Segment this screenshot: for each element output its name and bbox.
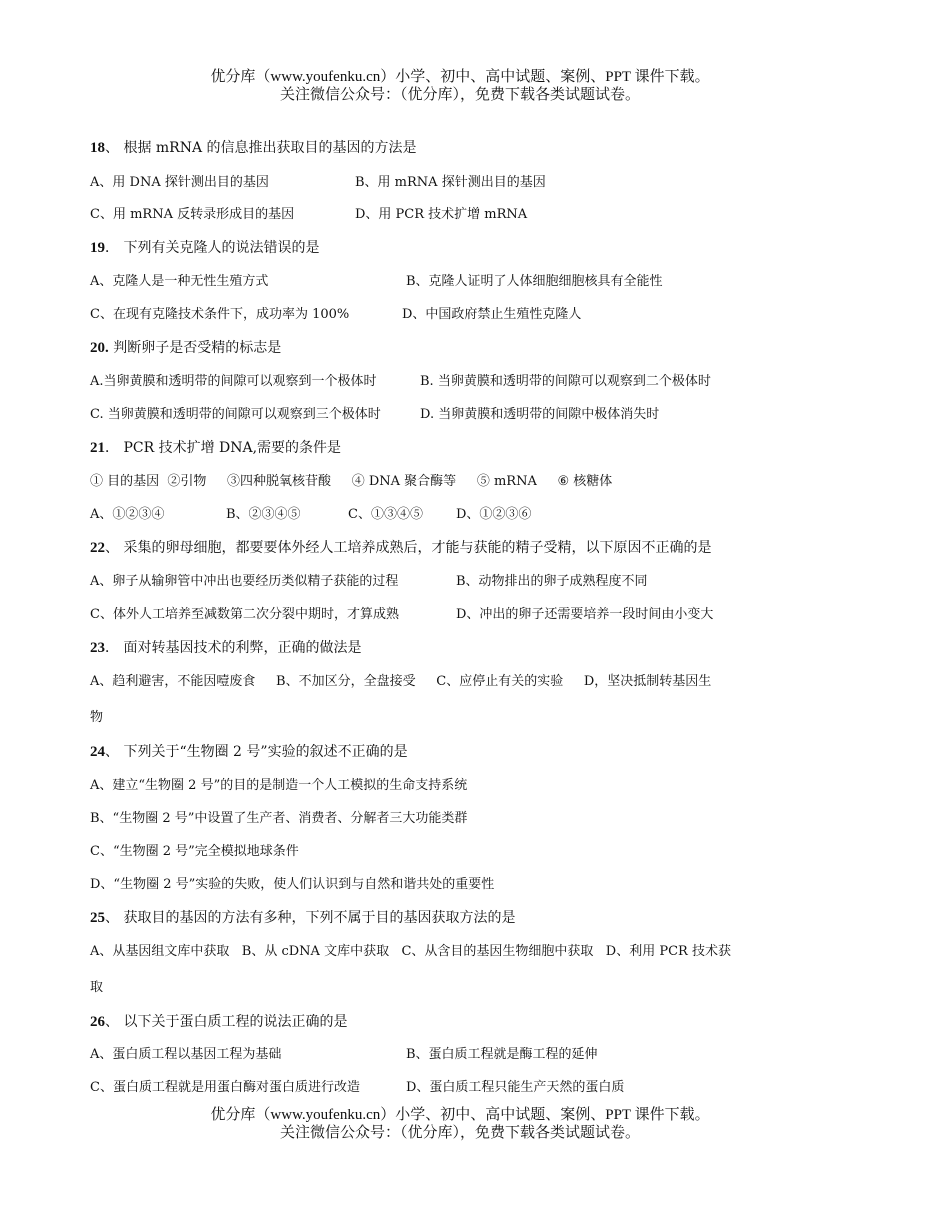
q25-options-line-1: A、从基因组文库中获取 B、从 cDNA 文库中获取 C、从含目的基因生物细胞中获取 D、利用 PCR 技术获	[90, 944, 731, 959]
q26-option-d: D、蛋白质工程只能生产天然的蛋白质	[406, 1080, 625, 1095]
q21-condition-items: ① 目的基因 ②引物 ③四种脱氧核苷酸 ④ DNA 聚合酶等 ⑤ mRNA ⑥ 核糖体	[90, 474, 613, 489]
q21-option-d: D、①②③⑥	[456, 507, 532, 522]
question-24	[90, 744, 408, 760]
question-separator: 、	[105, 1014, 119, 1030]
question-text: 判断卵子是否受精的标志是	[113, 340, 282, 356]
question-text: 获取目的基因的方法有多种，下列不属于目的基因获取方法的是	[123, 910, 516, 926]
q24-option-d: D、“生物圈 2 号”实验的失败，使人们认识到与自然和谐共处的重要性	[90, 877, 495, 892]
q22-options-row-1	[90, 574, 648, 590]
q20-options-row-1	[90, 374, 711, 390]
q24-option-b: B、“生物圈 2 号”中设置了生产者、消费者、分解者三大功能类群	[90, 811, 468, 826]
q18-option-b: B、用 mRNA 探针测出目的基因	[355, 175, 546, 190]
q23-options-line-2: 物	[90, 710, 104, 725]
question-separator: ．	[105, 640, 119, 656]
question-number: 20.	[90, 340, 109, 356]
q21-options-row	[90, 507, 532, 523]
question-separator: 、	[105, 910, 119, 926]
q26-option-b: B、蛋白质工程就是酶工程的延伸	[406, 1047, 598, 1062]
question-number: 25	[90, 910, 105, 926]
q24-option-c: C、“生物圈 2 号”完全模拟地球条件	[90, 844, 299, 859]
q26-options-row-1	[90, 1047, 598, 1063]
question-18	[90, 140, 417, 156]
q19-option-a: A、克隆人是一种无性生殖方式	[90, 274, 269, 289]
question-23	[90, 640, 361, 656]
q22-option-d: D、冲出的卵子还需要培养一段时间由小变大	[456, 607, 714, 622]
q19-options-row-2	[90, 307, 582, 323]
question-20	[90, 340, 281, 356]
q18-option-c: C、用 mRNA 反转录形成目的基因	[90, 207, 295, 222]
q26-options-row-2	[90, 1080, 625, 1096]
footer-line-2: 关注微信公众号：（优分库），免费下载各类试题试卷。	[279, 1125, 640, 1141]
q21-option-c: C、①③④⑤	[348, 507, 423, 522]
q20-options-row-2	[90, 407, 660, 423]
question-separator: ．	[105, 240, 119, 256]
footer-line-1: 优分库（www.youfenku.cn）小学、初中、高中试题、案例、PPT 课件下载。	[210, 1107, 710, 1123]
question-26	[90, 1014, 347, 1030]
q19-option-b: B、克隆人证明了人体细胞细胞核具有全能性	[406, 274, 663, 289]
question-text: 根据 mRNA 的信息推出获取目的基因的方法是	[123, 140, 417, 156]
q24-option-a: A、建立“生物圈 2 号”的目的是制造一个人工模拟的生命支持系统	[90, 778, 468, 793]
q25-options-line-2: 取	[90, 980, 104, 995]
question-number: 19	[90, 240, 105, 256]
header-line-1: 优分库（www.youfenku.cn）小学、初中、高中试题、案例、PPT 课件下载。	[210, 69, 710, 85]
question-text: 面对转基因技术的利弊，正确的做法是	[123, 640, 362, 656]
q22-option-b: B、动物排出的卵子成熟程度不同	[456, 574, 648, 589]
question-number: 24	[90, 744, 105, 760]
question-separator: 、	[105, 140, 119, 156]
question-text: PCR 技术扩增 DNA,需要的条件是	[123, 440, 342, 456]
question-number: 26	[90, 1014, 105, 1030]
question-21	[90, 440, 341, 456]
q21-option-a: A、①②③④	[90, 507, 165, 522]
q22-option-a: A、卵子从输卵管中冲出也要经历类似精子获能的过程	[90, 574, 399, 589]
question-19	[90, 240, 319, 256]
q20-option-a: A.当卵黄膜和透明带的间隙可以观察到一个极体时	[90, 374, 377, 389]
question-text: 下列关于“生物圈 2 号”实验的叙述不正确的是	[123, 744, 408, 760]
q18-options-row-1	[90, 175, 546, 191]
q18-option-a: A、用 DNA 探针测出目的基因	[90, 175, 269, 190]
header-banner	[0, 68, 950, 104]
q18-options-row-2	[90, 207, 528, 223]
q19-option-d: D、中国政府禁止生殖性克隆人	[402, 307, 582, 322]
q20-option-b: B. 当卵黄膜和透明带的间隙可以观察到二个极体时	[420, 374, 711, 389]
question-separator: ．	[105, 440, 119, 456]
question-25	[90, 910, 515, 926]
q19-options-row-1	[90, 274, 663, 290]
header-line-2: 关注微信公众号：（优分库），免费下载各类试题试卷。	[279, 87, 640, 103]
q26-option-a: A、蛋白质工程以基因工程为基础	[90, 1047, 282, 1062]
q22-option-c: C、体外人工培养至减数第二次分裂中期时，才算成熟	[90, 607, 399, 622]
q21-option-b: B、②③④⑤	[226, 507, 301, 522]
question-text: 以下关于蛋白质工程的说法正确的是	[123, 1014, 348, 1030]
question-22	[90, 540, 711, 556]
question-text: 下列有关克隆人的说法错误的是	[123, 240, 320, 256]
question-separator: 、	[105, 744, 119, 760]
q20-option-d: D. 当卵黄膜和透明带的间隙中极体消失时	[420, 407, 660, 422]
q26-option-c: C、蛋白质工程就是用蛋白酶对蛋白质进行改造	[90, 1080, 360, 1095]
q20-option-c: C. 当卵黄膜和透明带的间隙可以观察到三个极体时	[90, 407, 381, 422]
q23-options-line-1: A、趋利避害，不能因噎废食 B、不加区分，全盘接受 C、应停止有关的实验 D，坚决抵制转基因生	[90, 674, 712, 689]
question-number: 18	[90, 140, 105, 156]
question-number: 21	[90, 440, 105, 456]
question-separator: 、	[105, 540, 119, 556]
question-text: 采集的卵母细胞，都要要体外经人工培养成熟后，才能与获能的精子受精，以下原因不正确的是	[123, 540, 712, 556]
q18-option-d: D、用 PCR 技术扩增 mRNA	[355, 207, 528, 222]
q22-options-row-2	[90, 607, 714, 623]
footer-banner	[0, 1106, 950, 1142]
q19-option-c: C、在现有克隆技术条件下，成功率为 100%	[90, 307, 350, 322]
question-number: 22	[90, 540, 105, 556]
question-number: 23	[90, 640, 105, 656]
